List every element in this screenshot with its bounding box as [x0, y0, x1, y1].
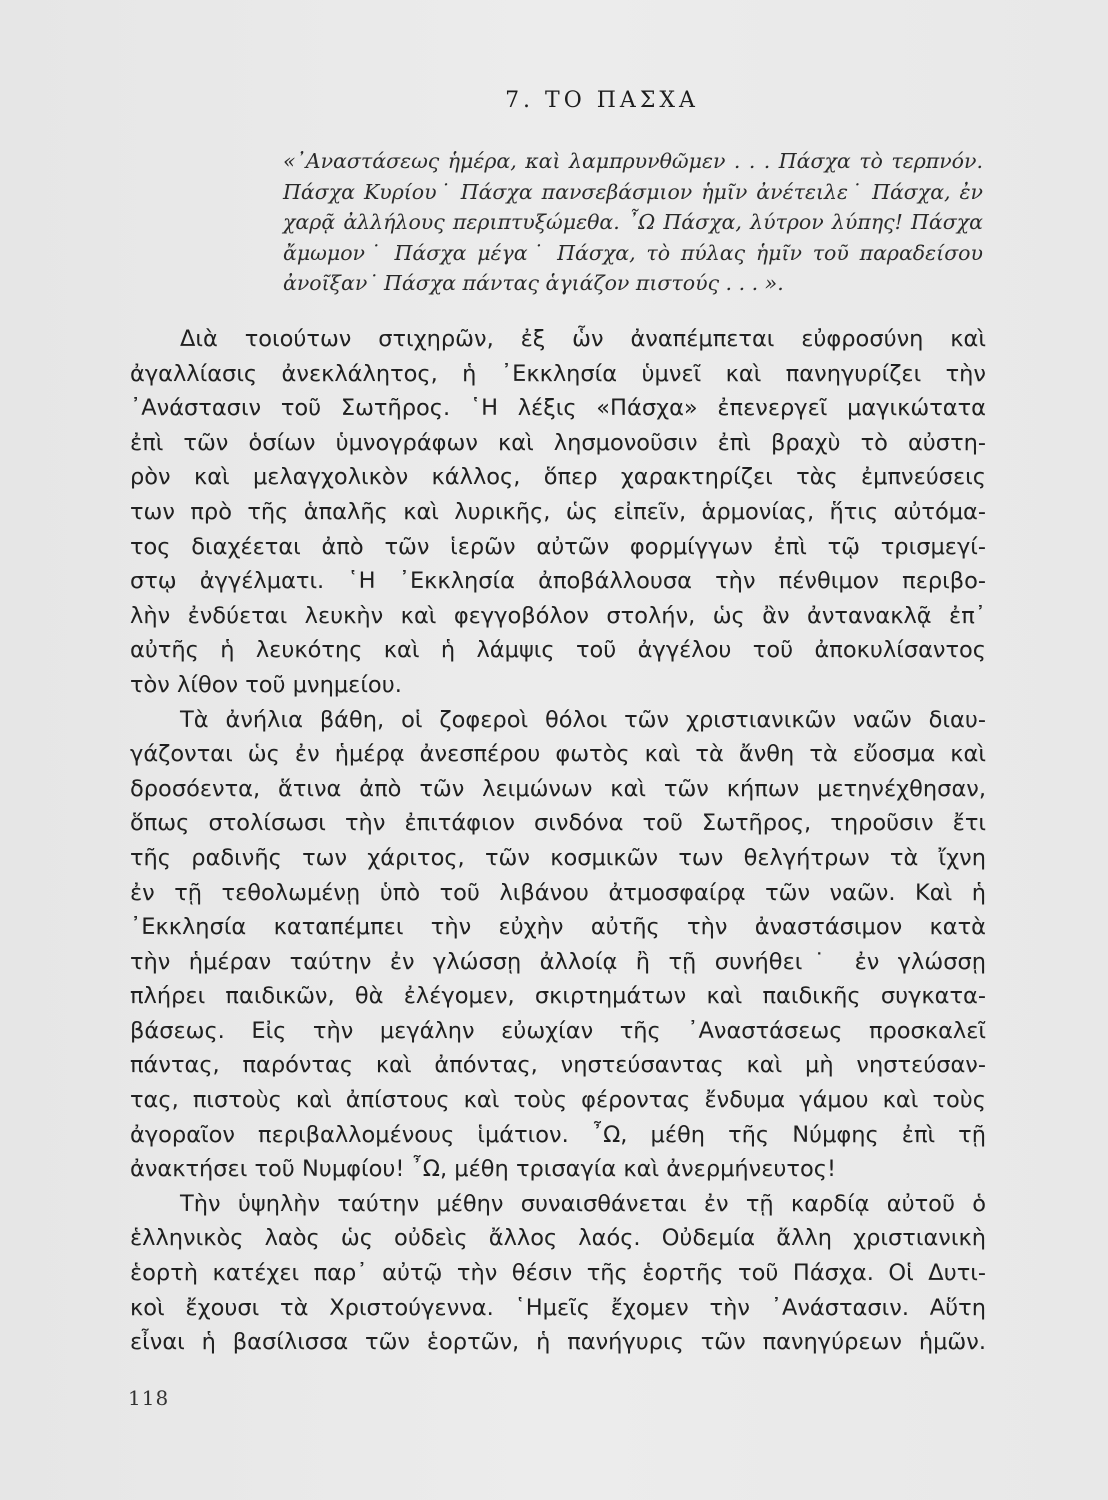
paragraph-3-line: ἑορτὴ κατέχει παρ᾿ αὐτῷ τὴν θέσιν τῆς ἑορτῆς τοῦ Πάσχα. Οἱ Δυτι-: [130, 1260, 986, 1287]
paragraph-2-line: τῆς ραδινῆς των χάριτος, τῶν κοσμικῶν των θελγήτρων τὰ ἴχνη: [130, 844, 986, 871]
paragraph-2-line: βάσεως. Εἰς τὴν μεγάλην εὐωχίαν τῆς ᾿Αναστάσεως προσκαλεῖ: [130, 1017, 986, 1044]
paragraph-1-line: των πρὸ τῆς ἁπαλῆς καὶ λυρικῆς, ὡς εἰπεῖν, ἁρμονίας, ἥτις αὐτόμα-: [130, 498, 986, 525]
paragraph-1-line: ᾿Ανάστασιν τοῦ Σωτῆρος. ῾Η λέξις «Πάσχα» ἐπενεργεῖ μαγικώτατα: [130, 395, 986, 422]
page-number: 118: [128, 1386, 170, 1410]
paragraph-3-line: εἶναι ἡ βασίλισσα τῶν ἑορτῶν, ἡ πανήγυρις τῶν πανηγύρεων ἡμῶν.: [130, 1329, 986, 1356]
body-text: [130, 322, 986, 1360]
paragraph-2-line: γάζονται ὡς ἐν ἡμέρᾳ ἀνεσπέρου φωτὸς καὶ τὰ ἄνθη τὰ εὔοσμα καὶ: [130, 741, 986, 768]
epigraph-quote: [283, 146, 983, 299]
paragraph-2-line: Τὰ ἀνήλια βάθη, οἱ ζοφεροὶ θόλοι τῶν χριστιανικῶν ναῶν διαυ-: [180, 706, 986, 733]
paragraph-1-line: αὐτῆς ἡ λευκότης καὶ ἡ λάμψις τοῦ ἀγγέλου τοῦ ἀποκυλίσαντος: [130, 637, 986, 664]
paragraph-2-line: πλήρει παιδικῶν, θὰ ἐλέγομεν, σκιρτημάτων καὶ παιδικῆς συγκατα-: [130, 983, 986, 1010]
paragraph-2-line: ἀγοραῖον περιβαλλομένους ἱμάτιον. ῏Ω, μέθη τῆς Νύμφης ἐπὶ τῇ: [130, 1121, 986, 1148]
paragraph-1-line: Διὰ τοιούτων στιχηρῶν, ἐξ ὧν ἀναπέμπεται εὐφροσύνη καὶ: [180, 326, 986, 352]
chapter-heading: 7. ΤΟ ΠΑΣΧΑ: [505, 88, 699, 113]
paragraph-2-line: ἀνακτήσει τοῦ Νυμφίου! ῏Ω, μέθη τρισαγία καὶ ἀνερμήνευτος!: [130, 1156, 836, 1183]
epigraph-line: χαρᾷ ἀλλήλους περιπτυξώμεθα. ῏Ω Πάσχα, λύτρον λύπης! Πάσχα: [283, 210, 983, 234]
paragraph-1-line: τος διαχέεται ἀπὸ τῶν ἱερῶν αὐτῶν φορμίγγων ἐπὶ τῷ τρισμεγί-: [130, 533, 986, 560]
paragraph-1-line: ἐπὶ τῶν ὁσίων ὑμνογράφων καὶ λησμονοῦσιν ἐπὶ βραχὺ τὸ αὐστη-: [130, 429, 986, 456]
paragraph-2-line: ἐν τῇ τεθολωμένῃ ὑπὸ τοῦ λιβάνου ἀτμοσφαίρᾳ τῶν ναῶν. Καὶ ἡ: [130, 879, 986, 906]
paragraph-1-line: ρὸν καὶ μελαγχολικὸν κάλλος, ὅπερ χαρακτηρίζει τὰς ἐμπνεύσεις: [130, 464, 986, 491]
epigraph-line: ἀνοῖξαν˙ Πάσχα πάντας ἁγιάζον πιστούς . . . ».: [283, 271, 784, 295]
paragraph-2-line: πάντας, παρόντας καὶ ἀπόντας, νηστεύσαντας καὶ μὴ νηστεύσαν-: [130, 1052, 986, 1079]
paragraph-3-line: Τὴν ὑψηλὴν ταύτην μέθην συναισθάνεται ἐν τῇ καρδίᾳ αὐτοῦ ὁ: [180, 1190, 986, 1217]
paragraph-2-line: ὅπως στολίσωσι τὴν ἐπιτάφιον σινδόνα τοῦ Σωτῆρος, τηροῦσιν ἔτι: [130, 810, 986, 837]
paragraph-1-line: στῳ ἀγγέλματι. ῾Η ᾿Εκκλησία ἀποβάλλουσα τὴν πένθιμον περιβο-: [130, 568, 986, 595]
paragraph-2-line: τας, πιστοὺς καὶ ἀπίστους καὶ τοὺς φέροντας ἔνδυμα γάμου καὶ τοὺς: [130, 1087, 986, 1114]
paragraph-1-line: ἀγαλλίασις ἀνεκλάλητος, ἡ ᾿Εκκλησία ὑμνεῖ καὶ πανηγυρίζει τὴν: [130, 360, 986, 387]
paragraph-1-line: λὴν ἐνδύεται λευκὴν καὶ φεγγοβόλον στολήν, ὡς ἂν ἀντανακλᾷ ἐπ᾿: [130, 602, 986, 629]
epigraph-line: ἄμωμον˙ Πάσχα μέγα˙ Πάσχα, τὸ πύλας ἡμῖν τοῦ παραδείσου: [283, 240, 983, 265]
paragraph-1-line: τὸν λίθον τοῦ μνημείου.: [130, 671, 402, 698]
paragraph-2-line: ᾿Εκκλησία καταπέμπει τὴν εὐχὴν αὐτῆς τὴν ἀναστάσιμον κατὰ: [130, 914, 986, 941]
paragraph-2-line: τὴν ἡμέραν ταύτην ἐν γλώσσῃ ἀλλοίᾳ ἢ τῇ συνήθει˙ ἐν γλώσσῃ: [130, 948, 986, 975]
paragraph-2-line: δροσόεντα, ἅτινα ἀπὸ τῶν λειμώνων καὶ τῶν κήπων μετηνέχθησαν,: [130, 775, 986, 802]
paragraph-3-line: κοὶ ἔχουσι τὰ Χριστούγεννα. ῾Ημεῖς ἔχομεν τὴν ᾿Ανάστασιν. Αὕτη: [130, 1294, 986, 1321]
paragraph-3-line: ἑλληνικὸς λαὸς ὡς οὐδεὶς ἄλλος λαός. Οὐδεμία ἄλλη χριστιανικὴ: [130, 1225, 986, 1252]
epigraph-line: Πάσχα Κυρίου˙ Πάσχα πανσεβάσμιον ἡμῖν ἀνέτειλε˙ Πάσχα, ἐν: [283, 179, 983, 204]
epigraph-line: «᾿Αναστάσεως ἡμέρα, καὶ λαμπρυνθῶμεν . . . Πάσχα τὸ τερπνόν.: [283, 149, 983, 173]
